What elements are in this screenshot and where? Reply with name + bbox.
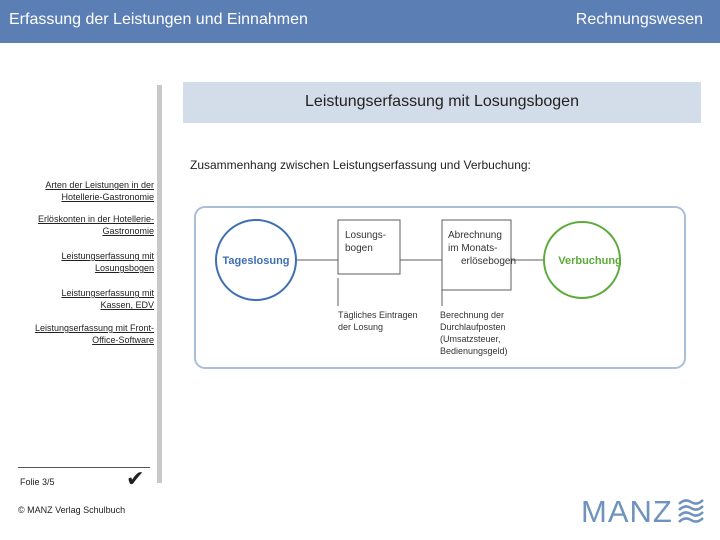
manz-logo-text: MANZ [581,494,673,528]
label-verbuchung: Verbuchung [558,255,622,267]
nav-item-losungsbogen[interactable] [14,250,154,274]
nav-item-front-office[interactable] [14,322,154,346]
box-text: im Monats- [448,243,498,254]
flow-diagram [194,206,686,369]
nav-item-label[interactable]: Leistungserfassung mit Front- [34,323,154,333]
slide-title-box [183,82,701,123]
label-tageslosung: Tageslosung [222,255,290,267]
nav-item-label[interactable]: Leistungserfassung mit [61,288,154,298]
nav-item-label[interactable]: Gastronomie [102,226,154,236]
nav-item-label[interactable]: Losungsbogen [94,263,154,273]
vertical-divider [157,85,162,483]
caption-text: (Umsatzsteuer, [440,334,501,344]
slide-title: Leistungserfassung mit Losungsbogen [305,93,579,110]
nav-item-kassen-edv[interactable] [14,287,154,311]
flow-diagram-graphic [196,208,684,367]
manz-logo-graphic [581,492,707,528]
box-text: Losungs- [345,230,387,241]
header-bar [0,0,720,43]
nav-item-arten[interactable] [14,179,154,203]
copyright-notice: © MANZ Verlag Schulbuch [18,505,126,515]
caption-text: Bedienungsgeld) [440,346,508,356]
header-subject: Rechnungswesen [575,11,703,28]
caption-text: Durchlaufposten [440,322,506,332]
slide-subtitle: Zusammenhang zwischen Leistungserfassung und Verbuchung: [190,158,531,172]
nav-item-label[interactable]: Kassen, EDV [100,300,154,310]
nav-item-label[interactable]: Office-Software [92,335,154,345]
caption-text: der Losung [338,322,384,332]
box-text: Abrechnung [448,230,502,241]
nav-item-label[interactable]: Leistungserfassung mit [61,251,154,261]
manz-wave-icon [679,500,703,522]
checkmark-icon: ✔ [126,466,145,491]
caption-text: Berechnung der [440,310,505,320]
header-title: Erfassung der Leistungen und Einnahmen [9,11,308,28]
caption-text: Tägliches Eintragen [338,310,418,320]
nav-item-label[interactable]: Erlöskonten in der Hotellerie- [37,214,154,224]
manz-logo [581,492,707,533]
nav-item-label[interactable]: Arten der Leistungen in der [45,180,154,190]
box-text: bogen [345,243,373,254]
box-text: erlösebogen [461,256,517,267]
nav-item-label[interactable]: Hotellerie-Gastronomie [61,192,154,202]
nav-item-erloeskonten[interactable] [14,213,154,237]
slide-number: Folie 3/5 [20,477,55,487]
